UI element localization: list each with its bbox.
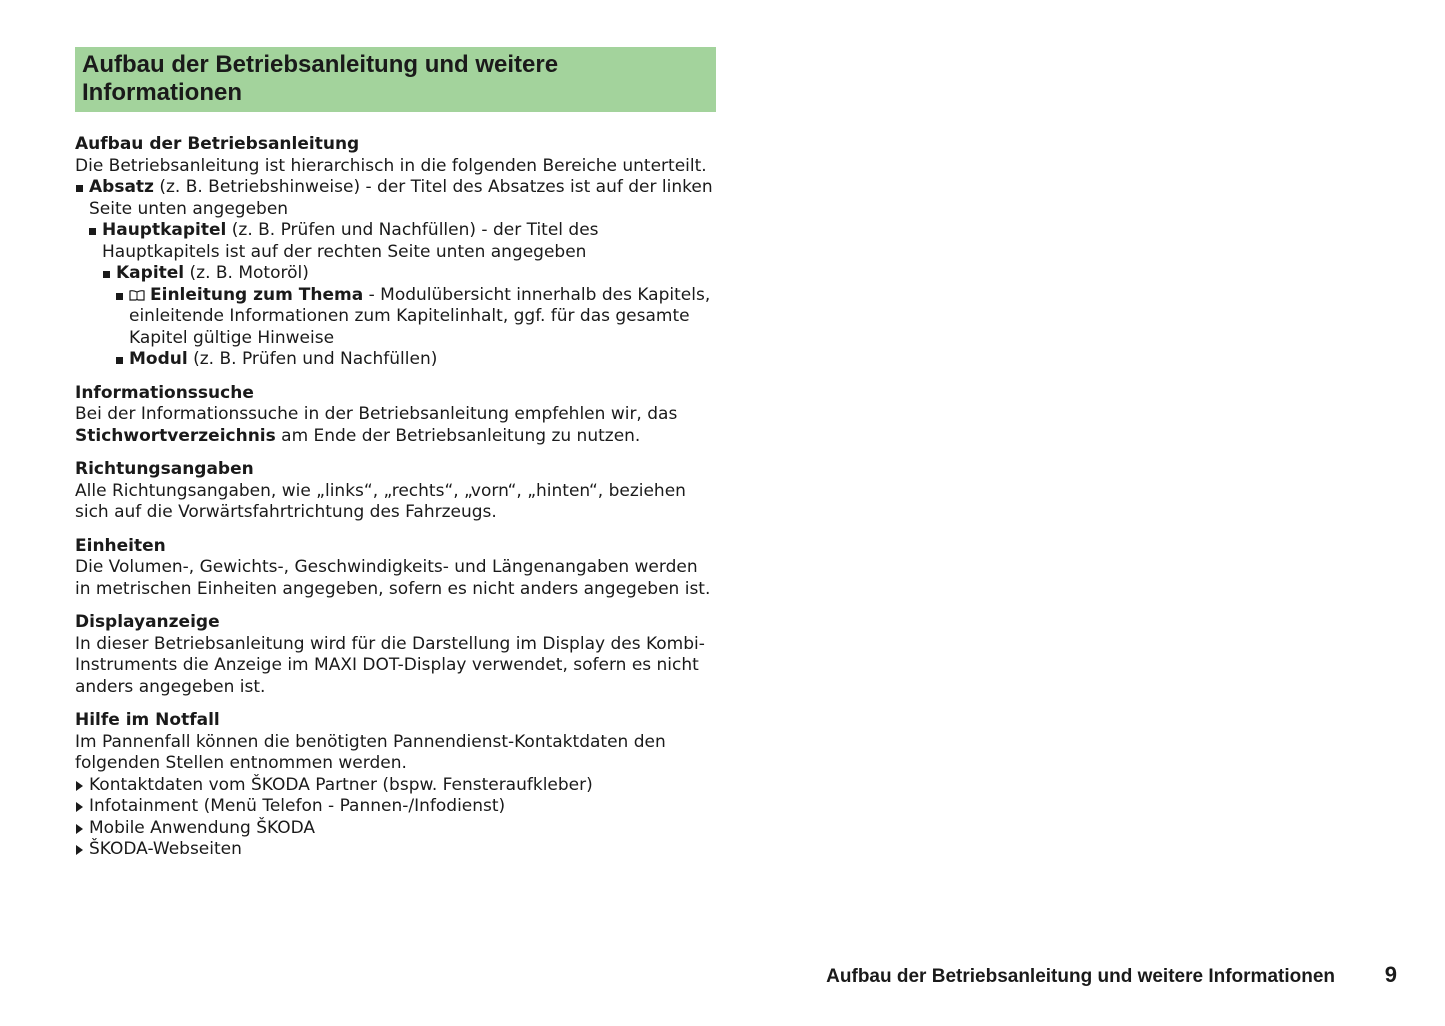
section-paragraph xyxy=(75,404,716,447)
list-item xyxy=(75,839,716,861)
item-text: Mobile Anwendung ŠKODA xyxy=(89,817,316,838)
contact-list xyxy=(75,775,716,861)
list-item xyxy=(75,177,716,220)
section-suche xyxy=(75,383,716,448)
section-paragraph: Die Betriebsanleitung ist hierarchisch in die folgenden Bereiche unterteilt. xyxy=(75,155,707,176)
section-paragraph: Die Volumen-, Gewichts-, Geschwindigkeits- und Längenangaben werden in metrischen Einheiten angegeben, sofern es nicht anders angegeben ist. xyxy=(75,557,711,599)
section-paragraph: Im Pannenfall können die benötigten Pannendienst-Kontaktdaten den folgenden Stellen entnommen werden. xyxy=(75,731,666,773)
content-column xyxy=(75,47,716,861)
page-title: Aufbau der Betriebsanleitung und weitere Informationen xyxy=(75,47,716,112)
paragraph-text: Bei der Informationssuche in der Betriebsanleitung empfehlen wir, das xyxy=(75,404,678,424)
list-item xyxy=(88,220,716,263)
section-heading: Einheiten xyxy=(75,535,166,556)
hierarchy-list xyxy=(75,177,716,371)
section-display xyxy=(75,612,716,698)
bullet-square-icon xyxy=(116,357,123,364)
item-text: ŠKODA-Webseiten xyxy=(89,839,242,859)
body-text xyxy=(75,134,716,861)
section-einheiten xyxy=(75,536,716,601)
section-richtung xyxy=(75,459,716,524)
paragraph-bold: Stichwortverzeichnis xyxy=(75,425,276,446)
section-heading: Informationssuche xyxy=(75,382,254,403)
item-text: (z. B. Prüfen und Nachfüllen) - der Titel des Hauptkapitels ist auf der rechten Seite unten angegeben xyxy=(102,220,599,262)
section-heading: Hilfe im Notfall xyxy=(75,710,220,730)
section-aufbau xyxy=(75,134,716,371)
page-number: 9 xyxy=(1384,962,1397,987)
section-heading: Richtungsangaben xyxy=(75,459,254,479)
list-item xyxy=(115,285,716,350)
item-bold: Einleitung zum Thema xyxy=(150,284,364,305)
section-heading: Displayanzeige xyxy=(75,612,220,632)
list-item xyxy=(102,263,716,285)
list-item xyxy=(75,775,716,797)
item-text: (z. B. Prüfen und Nachfüllen) xyxy=(187,349,438,369)
arrow-right-icon xyxy=(76,802,83,812)
section-paragraph: In dieser Betriebsanleitung wird für die Darstellung im Display des Kombi-Instruments die Anzeige im MAXI DOT-Display verwendet, sofern es nicht anders angegeben ist. xyxy=(75,633,705,697)
item-text: - Modulübersicht innerhalb des Kapitels, einleitende Informationen zum Kapitelinhalt, ggf. für das gesamte Kapitel gültige Hinweise xyxy=(129,284,711,348)
list-item xyxy=(115,349,716,371)
bullet-square-icon xyxy=(76,185,83,192)
list-item xyxy=(75,818,716,840)
item-bold: Absatz xyxy=(89,177,154,197)
item-text: (z. B. Betriebshinweise) - der Titel des Absatzes ist auf der linken Seite unten angegeben xyxy=(89,177,713,219)
arrow-right-icon xyxy=(76,845,83,855)
item-text: Kontaktdaten vom ŠKODA Partner (bspw. Fensteraufkleber) xyxy=(89,774,593,795)
paragraph-text: am Ende der Betriebsanleitung zu nutzen. xyxy=(275,425,641,446)
item-bold: Kapitel xyxy=(116,263,185,283)
item-text: (z. B. Motoröl) xyxy=(184,263,309,283)
bullet-square-icon xyxy=(116,293,123,300)
arrow-right-icon xyxy=(76,781,83,791)
list-item xyxy=(75,796,716,818)
bullet-square-icon xyxy=(89,228,96,235)
arrow-right-icon xyxy=(76,824,83,834)
section-heading: Aufbau der Betriebsanleitung xyxy=(75,134,360,154)
item-text: Infotainment (Menü Telefon - Pannen-/Infodienst) xyxy=(89,796,506,816)
section-paragraph: Alle Richtungsangaben, wie „links“, „rechts“, „vorn“, „hinten“, beziehen sich auf die Vorwärtsfahrtrichtung des Fahrzeugs. xyxy=(75,480,686,522)
bullet-square-icon xyxy=(103,271,110,278)
footer-title: Aufbau der Betriebsanleitung und weitere Informationen xyxy=(826,966,1335,987)
book-icon xyxy=(129,289,145,301)
item-bold: Modul xyxy=(129,349,188,369)
section-notfall xyxy=(75,710,716,861)
item-bold: Hauptkapitel xyxy=(102,220,227,240)
